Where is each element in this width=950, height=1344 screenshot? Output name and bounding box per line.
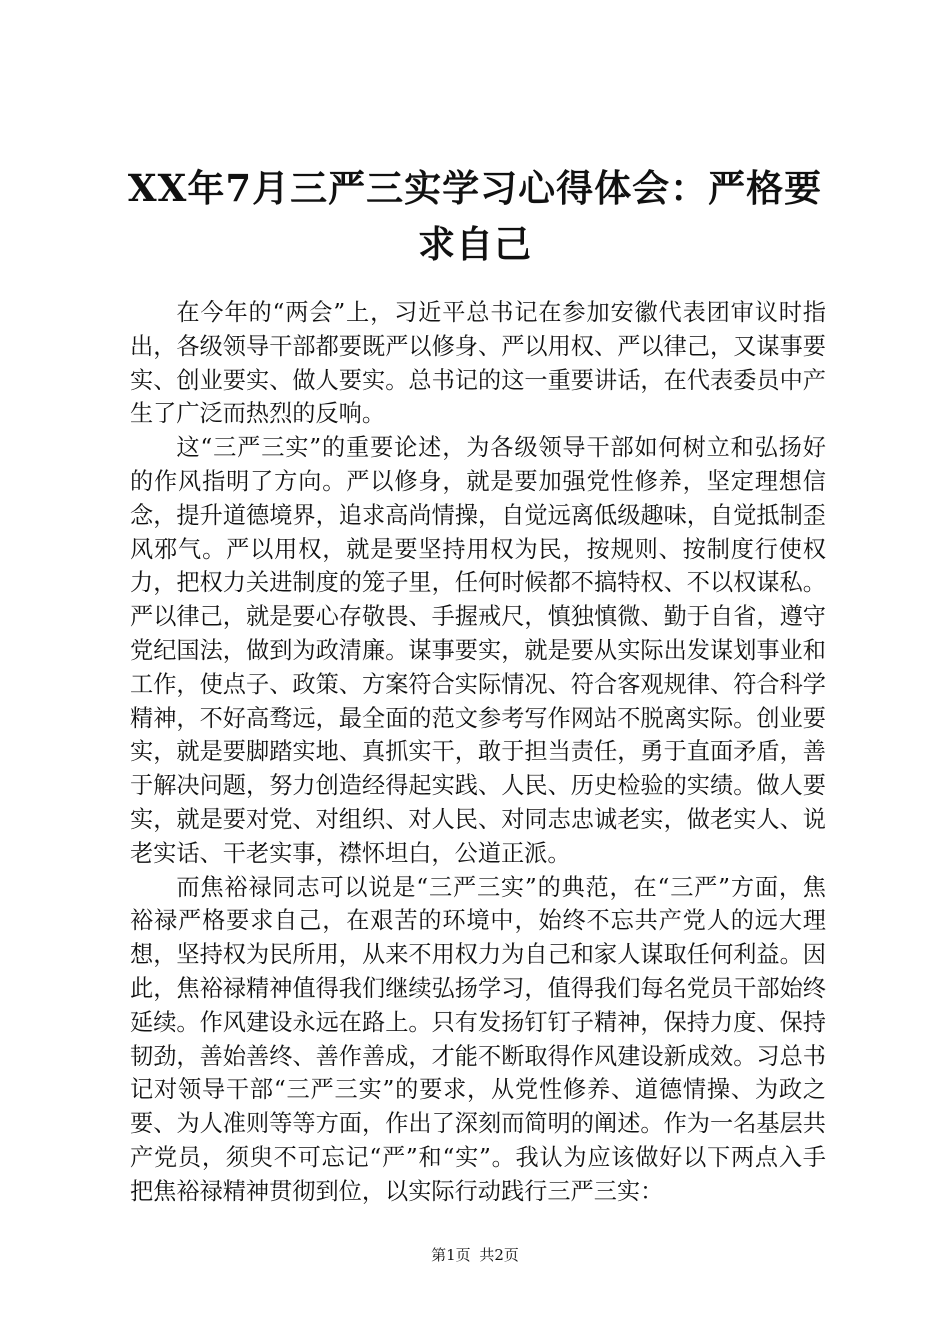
- page-number: 第1页: [431, 1246, 471, 1264]
- document-title: XX年7月三严三实学习心得体会：严格要求自己: [127, 166, 823, 266]
- paragraph-2: 这“三严三实”的重要论述，为各级领导干部如何树立和弘扬好的作风指明了方向。严以修身，就是要加强党性修养，坚定理想信念，提升道德境界，追求高尚情操，自觉远离低级趣味，自觉抵制歪风邪气。严以用权，就是要坚持用权为民，按规则、按制度行使权力，把权力关进制度的笼子里，任何时候都不搞特权、不以权谋私。严以律己，就是要心存敬畏、手握戒尺，慎独慎微、勤于自省，遵守党纪国法，做到为政清廉。谋事要实，就是要从实际出发谋划事业和工作，使点子、政策、方案符合实际情况、符合客观规律、符合科学精神，不好高骛远，最全面的范文参考写作网站不脱离实际。创业要实，就是要脚踏实地、真抓实干，敢于担当责任，勇于直面矛盾，善于解决问题，努力创造经得起实践、人民、历史检验的实绩。做人要实，就是要对党、对组织、对人民、对同志忠诚老实，做老实人、说老实话、干老实事，襟怀坦白，公道正派。: [130, 434, 826, 867]
- page-footer: [0, 1245, 950, 1265]
- document-body: [130, 296, 826, 1209]
- paragraph-3: 而焦裕禄同志可以说是“三严三实”的典范，在“三严”方面，焦裕禄严格要求自己，在艰苦的环境中，始终不忘共产党人的远大理想，坚持权为民所用，从来不用权力为自己和家人谋取任何利益。因此，焦裕禄精神值得我们继续弘扬学习，值得我们每名党员干部始终延续。作风建设永远在路上。只有发扬钉钉子精神，保持力度、保持韧劲，善始善终、善作善成，才能不断取得作风建设新成效。习总书记对领导干部“三严三实”的要求，从党性修养、道德情操、为政之要、为人准则等等方面，作出了深刻而简明的阐述。作为一名基层共产党员，须臾不可忘记“严”和“实”。我认为应该做好以下两点入手把焦裕禄精神贯彻到位，以实际行动践行三严三实：: [130, 873, 826, 1205]
- paragraph-1: 在今年的“两会”上，习近平总书记在参加安徽代表团审议时指出，各级领导干部都要既严以修身、严以用权、严以律己，又谋事要实、创业要实、做人要实。总书记的这一重要讲话，在代表委员中产生了广泛而热烈的反响。: [130, 299, 826, 428]
- page-total: 共2页: [479, 1246, 519, 1264]
